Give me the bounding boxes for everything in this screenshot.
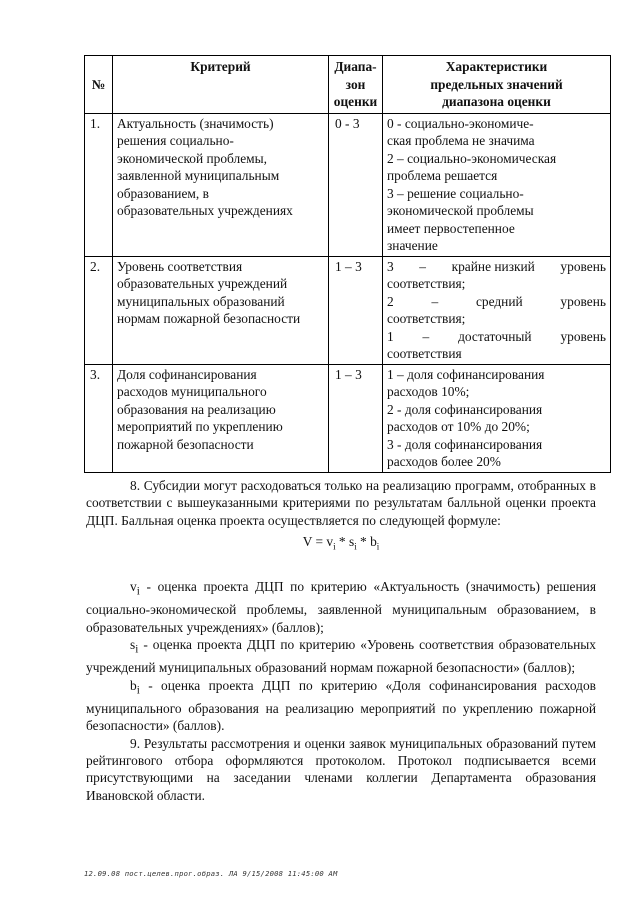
characteristics-word: 1 (387, 328, 394, 344)
characteristics-word: – (431, 293, 439, 309)
row-characteristics (383, 113, 611, 256)
criterion-line: мероприятий по укреплению (117, 419, 283, 434)
table-row (85, 113, 611, 256)
row-number: 2. (85, 256, 113, 364)
criterion-line: муниципальных образований (117, 293, 285, 309)
definition-b (86, 677, 596, 735)
formula-part: * b (356, 534, 377, 550)
table-row (85, 364, 611, 472)
header-characteristics (383, 56, 611, 114)
definition-text: - оценка проекта ДЦП по критерию «Актуальность (значимость) решения социально-экономической проблемы, заявленной муниципальным образованием, в образовательных учреждениях» (баллов); (86, 579, 596, 635)
row-criterion (113, 364, 329, 472)
characteristics-line: проблема решается (387, 168, 498, 183)
paragraph-8: 8. Субсидии могут расходоваться только на реализацию программ, отобранных в соответствии с вышеуказанными критериями по результатам балльной оценки проекта ДЦП. Балльная оценка проекта осуществляется по следующей формуле: (86, 478, 596, 528)
definition-s (86, 636, 596, 676)
header-range (329, 56, 383, 114)
body-text (86, 477, 596, 804)
header-criterion: Критерий (113, 56, 329, 114)
characteristics-word: 3 (387, 258, 394, 274)
formula-subscript: i (354, 541, 357, 552)
criterion-line: образованием, в (117, 185, 209, 201)
criterion-line: Доля софинансирования (117, 366, 257, 382)
criterion-line: нормам пожарной безопасности (117, 311, 301, 326)
header-characteristics-line: предельных значений (430, 76, 563, 92)
score-formula (86, 533, 596, 556)
characteristics-line: 1 – доля софинансирования (387, 366, 545, 382)
formula-part: V = v (302, 534, 334, 550)
characteristics-line: имеет первостепенное (387, 220, 515, 236)
characteristics-word: средний (475, 293, 523, 309)
criterion-line: решения социально- (117, 133, 234, 148)
characteristics-line: 2 – социально-экономическая (387, 150, 557, 166)
header-range-line: оценки (333, 94, 378, 109)
characteristics-line (387, 293, 606, 311)
criterion-line: расходов муниципального (117, 384, 267, 399)
characteristics-word: достаточный (458, 328, 532, 344)
characteristics-line: 2 - доля софинансирования (387, 401, 543, 417)
characteristics-line: соответствия (387, 346, 462, 361)
characteristics-line: расходов от 10% до 20%; (387, 419, 530, 434)
characteristics-word: уровень (560, 258, 606, 274)
criterion-line: экономической проблемы, (117, 150, 267, 166)
variable-subscript: i (136, 585, 140, 598)
criterion-line: образовательных учреждений (117, 276, 288, 291)
characteristics-line: соответствия; (387, 311, 466, 326)
row-characteristics (383, 256, 611, 364)
characteristics-line: 3 – решение социально- (387, 185, 524, 201)
definition-v (86, 578, 596, 636)
characteristics-line (387, 328, 606, 346)
table-row (85, 256, 611, 364)
paragraph-9: 9. Результаты рассмотрения и оценки заявок муниципальных образований путем рейтингового отбора оформляются протоколом. Протокол подписывается всеми присутствующими на заседании членами коллегии Департамента образования Ивановской области. (86, 735, 596, 803)
row-criterion (113, 113, 329, 256)
characteristics-word: крайне низкий (451, 258, 535, 274)
header-characteristics-line: Характеристики (445, 59, 548, 74)
characteristics-word: уровень (560, 328, 606, 344)
formula-subscript: i (376, 541, 380, 552)
definition-text: - оценка проекта ДЦП по критерию «Уровень соответствия образовательных учреждений муниципальных образований нормам пожарной безопасности» (баллов); (86, 637, 596, 676)
criterion-line: образования на реализацию (117, 401, 276, 417)
row-range: 1 – 3 (329, 364, 383, 472)
characteristics-word: 2 (387, 293, 394, 309)
document-footer: 12.09.08 пост.целев.прог.образ. ЛА 9/15/2008 11:45:00 AM (84, 869, 338, 878)
header-characteristics-line: диапазона оценки (442, 94, 551, 109)
formula-subscript: i (333, 541, 336, 552)
characteristics-line: расходов 10%; (387, 384, 470, 399)
definition-text: - оценка проекта ДЦП по критерию «Доля софинансирования расходов муниципального образования на реализацию мероприятий по укреплению пожарной безопасности» (баллов). (86, 677, 596, 734)
formula-part: * s (335, 534, 355, 550)
variable-symbol: v (130, 579, 137, 595)
characteristics-line: соответствия; (387, 276, 466, 291)
header-range-line: зон (345, 76, 366, 92)
criterion-line: Уровень соответствия (117, 258, 243, 274)
row-number: 1. (85, 113, 113, 256)
characteristics-line: значение (387, 238, 438, 253)
criterion-line: пожарной безопасности (117, 436, 254, 452)
row-number: 3. (85, 364, 113, 472)
characteristics-line: экономической проблемы (387, 203, 534, 218)
characteristics-line: 0 - социально-экономиче- (387, 115, 534, 131)
header-number: № (85, 56, 113, 114)
variable-subscript: i (135, 643, 139, 656)
header-range-line: Диапа- (334, 59, 377, 74)
table-header-row (85, 56, 611, 114)
characteristics-line: расходов более 20% (387, 454, 501, 469)
variable-symbol: s (130, 637, 136, 653)
characteristics-word: уровень (560, 293, 606, 309)
row-range: 1 – 3 (329, 256, 383, 364)
criterion-line: образовательных учреждениях (117, 203, 293, 218)
criteria-table (84, 55, 611, 473)
row-criterion (113, 256, 329, 364)
criterion-line: Актуальность (значимость) (117, 115, 274, 131)
variable-symbol: b (130, 677, 137, 693)
characteristics-line (387, 258, 606, 276)
characteristics-word: – (422, 328, 430, 344)
characteristics-word: – (419, 258, 426, 274)
characteristics-line: ская проблема не значима (387, 133, 535, 148)
row-characteristics (383, 364, 611, 472)
characteristics-line: 3 - доля софинансирования (387, 436, 543, 452)
criterion-line: заявленной муниципальным (117, 168, 280, 183)
variable-subscript: i (136, 684, 140, 697)
row-range: 0 - 3 (329, 113, 383, 256)
